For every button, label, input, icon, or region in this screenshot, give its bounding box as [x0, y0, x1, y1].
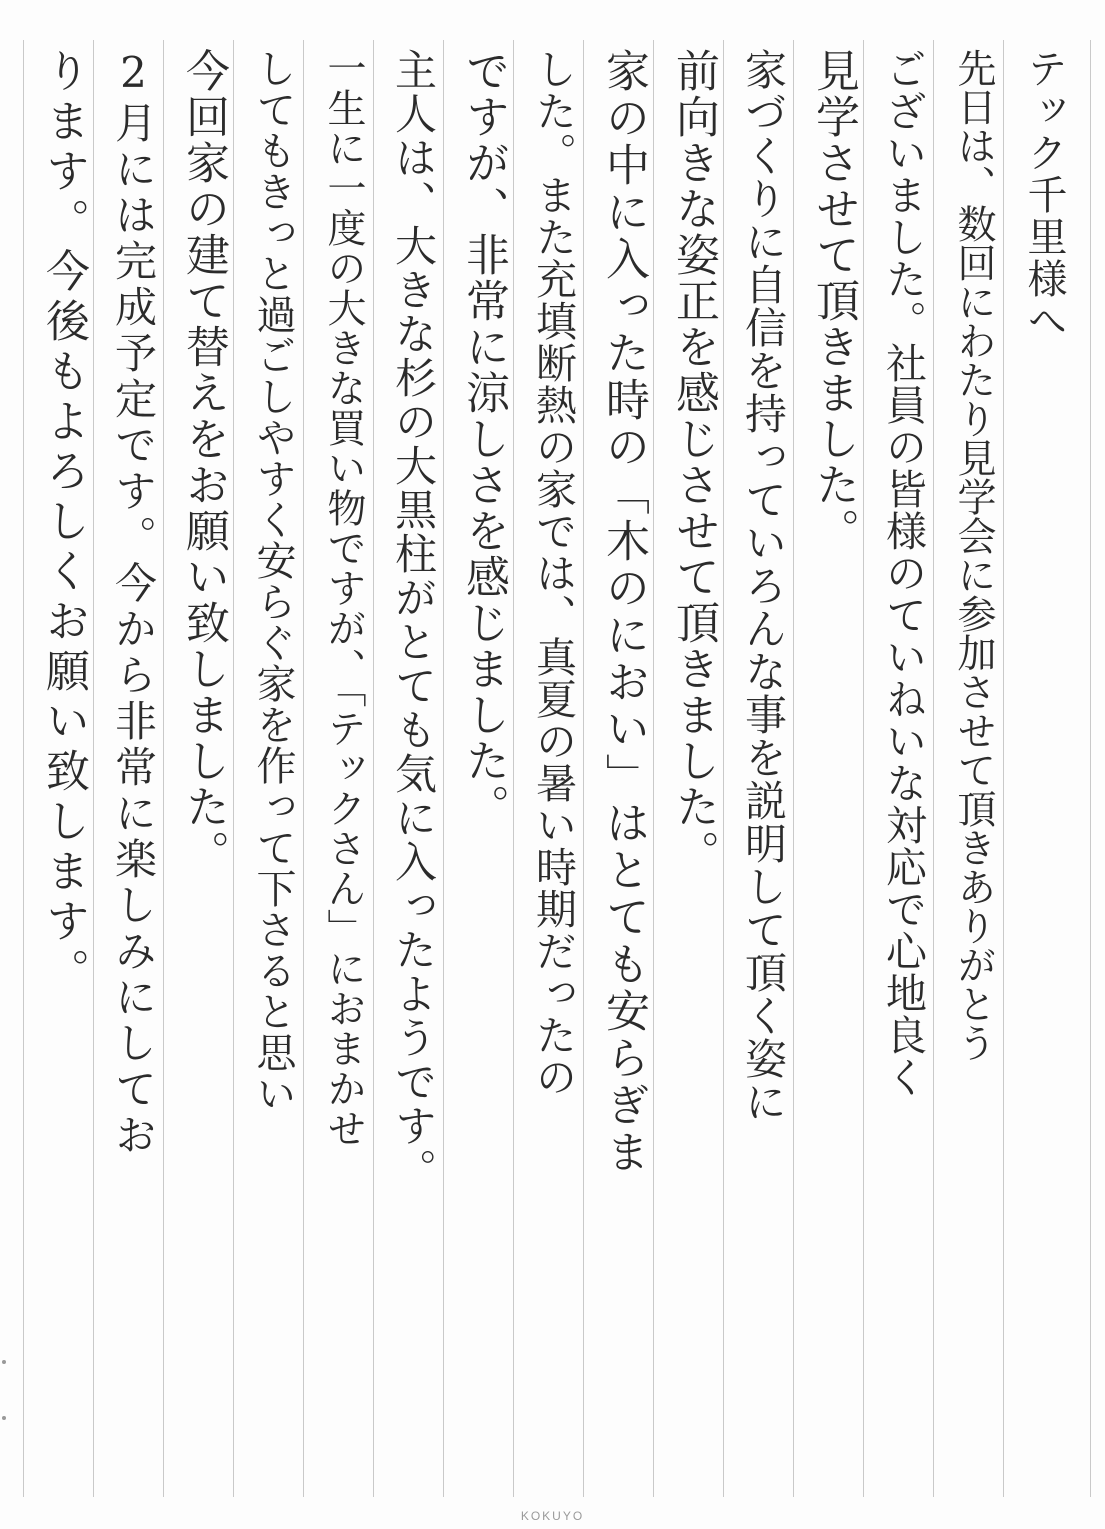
rule-line — [1090, 40, 1091, 1497]
letter-line: ございました。社員の皆様のていねいな対応で心地良く — [879, 48, 927, 1098]
rule-line — [443, 40, 444, 1497]
rule-line — [863, 40, 864, 1497]
letter-line: 主人は、大きな杉の大黒柱がとても気に入ったようです。 — [389, 48, 438, 1192]
rule-line — [513, 40, 514, 1497]
rule-line — [653, 40, 654, 1497]
rule-line — [373, 40, 374, 1497]
letter-salutation: テック千里様へ — [1021, 48, 1067, 342]
letter-line: 2月には完成予定です。今から非常に楽しみにしてお — [109, 48, 158, 1159]
letter-line: 家の中に入った時の「木のにおい」はとても安らぎま — [598, 48, 649, 1176]
letter-line: 前向きな姿正を感じさせて頂きました。 — [668, 48, 719, 876]
rule-line — [793, 40, 794, 1497]
rule-line — [23, 40, 24, 1497]
margin-mark — [2, 1360, 6, 1364]
rule-line — [233, 40, 234, 1497]
letter-line: 一生に一度の大きな買い物ですが、「テックさん」におまかせ — [321, 48, 366, 1149]
letter-line: 先日は、数回にわたり見学会に参加させて頂きありがとう — [951, 48, 996, 1062]
letter-line: 今回家の建て替えをお願い致しました。 — [178, 48, 229, 876]
letter-line: してもきっと過ごしやすく安らぐ家を作って下さると思い — [250, 48, 296, 1114]
rule-line — [723, 40, 724, 1497]
letter-line: 見学させて頂きました。 — [808, 48, 859, 554]
letter-line: ですが、非常に涼しさを感じました。 — [458, 48, 509, 830]
rule-line — [933, 40, 934, 1497]
margin-mark — [2, 1416, 6, 1420]
letter-line: ります。今後もよろしくお願い致します。 — [38, 48, 89, 998]
rule-line — [583, 40, 584, 1497]
paper-brand: KOKUYO — [520, 1509, 585, 1523]
rule-line — [163, 40, 164, 1497]
letter-line: した。また充填断熱の家では、真夏の暑い時期だったの — [529, 48, 577, 1098]
letter-line: 家づくりに自信を持っていろんな事を説明して頂く姿に — [739, 48, 788, 1123]
rule-line — [303, 40, 304, 1497]
rule-line — [93, 40, 94, 1497]
rule-line — [1003, 40, 1004, 1497]
